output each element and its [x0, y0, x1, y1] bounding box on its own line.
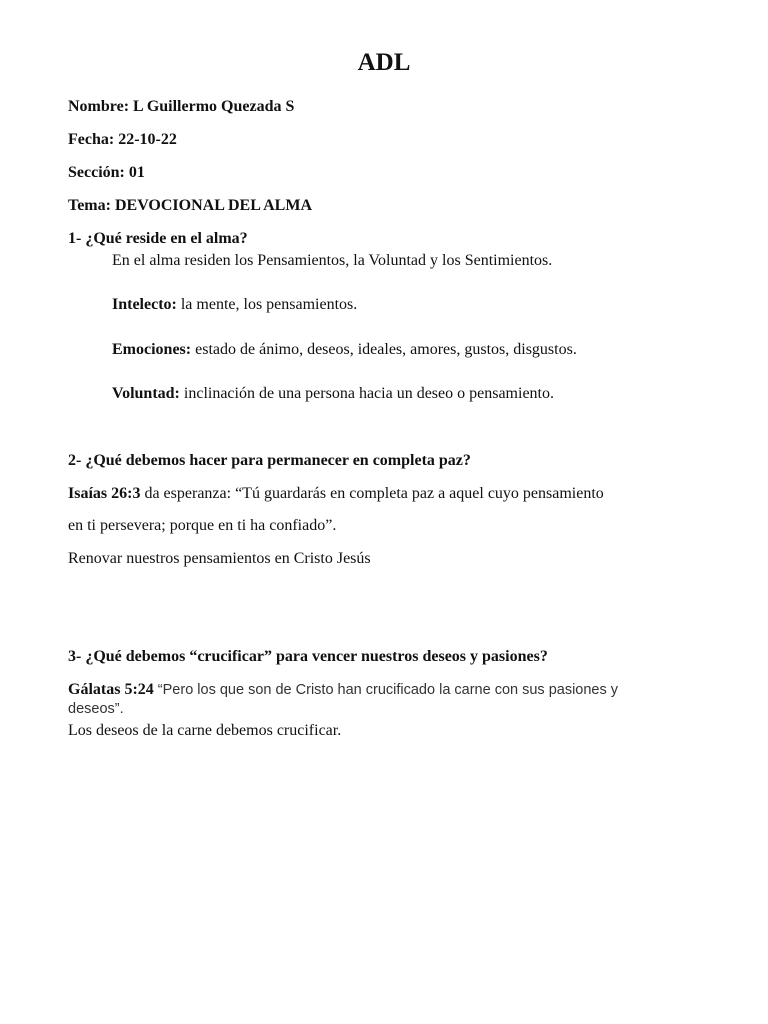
q3-reference: Gálatas 5:24: [68, 681, 154, 698]
will-line: [112, 384, 554, 404]
date-field: Fecha: 22-10-22: [68, 131, 177, 148]
q3-quote-line-2: deseos”.: [68, 701, 124, 717]
question-2: 2- ¿Qué debemos hacer para permanecer en completa paz?: [68, 452, 471, 469]
q2-reference: Isaías 26:3: [68, 485, 141, 502]
intellect-term: Intelecto:: [112, 296, 177, 313]
q3-quote-line-1: [68, 680, 618, 700]
q2-quote-line-2: en ti persevera; porque en ti ha confiado”.: [68, 517, 337, 534]
emotions-term: Emociones:: [112, 341, 192, 358]
will-term: Voluntad:: [112, 385, 180, 402]
answer-1: En el alma residen los Pensamientos, la Voluntad y los Sentimientos.: [112, 252, 553, 269]
intellect-line: [112, 295, 357, 315]
name-field: Nombre: L Guillermo Quezada S: [68, 98, 295, 115]
document-title: ADL: [357, 49, 411, 76]
answer-2: Renovar nuestros pensamientos en Cristo Jesús: [68, 550, 371, 567]
question-1: 1- ¿Qué reside en el alma?: [68, 230, 248, 247]
q3-quote-text: “Pero los que son de Cristo han crucificado la carne con sus pasiones y: [153, 682, 619, 698]
q2-quote-text: da esperanza: “Tú guardarás en completa paz a aquel cuyo pensamiento: [140, 485, 604, 502]
question-3: 3- ¿Qué debemos “crucificar” para vencer nuestros deseos y pasiones?: [68, 648, 548, 665]
will-definition: inclinación de una persona hacia un deseo o pensamiento.: [179, 385, 554, 402]
intellect-definition: la mente, los pensamientos.: [176, 296, 358, 313]
answer-3: Los deseos de la carne debemos crucificar.: [68, 722, 342, 739]
emotions-line: [112, 340, 577, 360]
topic-field: Tema: DEVOCIONAL DEL ALMA: [68, 197, 313, 214]
q2-quote-line-1: [68, 484, 604, 504]
emotions-definition: estado de ánimo, deseos, ideales, amores, gustos, disgustos.: [191, 341, 577, 358]
section-field: Sección: 01: [68, 164, 145, 181]
